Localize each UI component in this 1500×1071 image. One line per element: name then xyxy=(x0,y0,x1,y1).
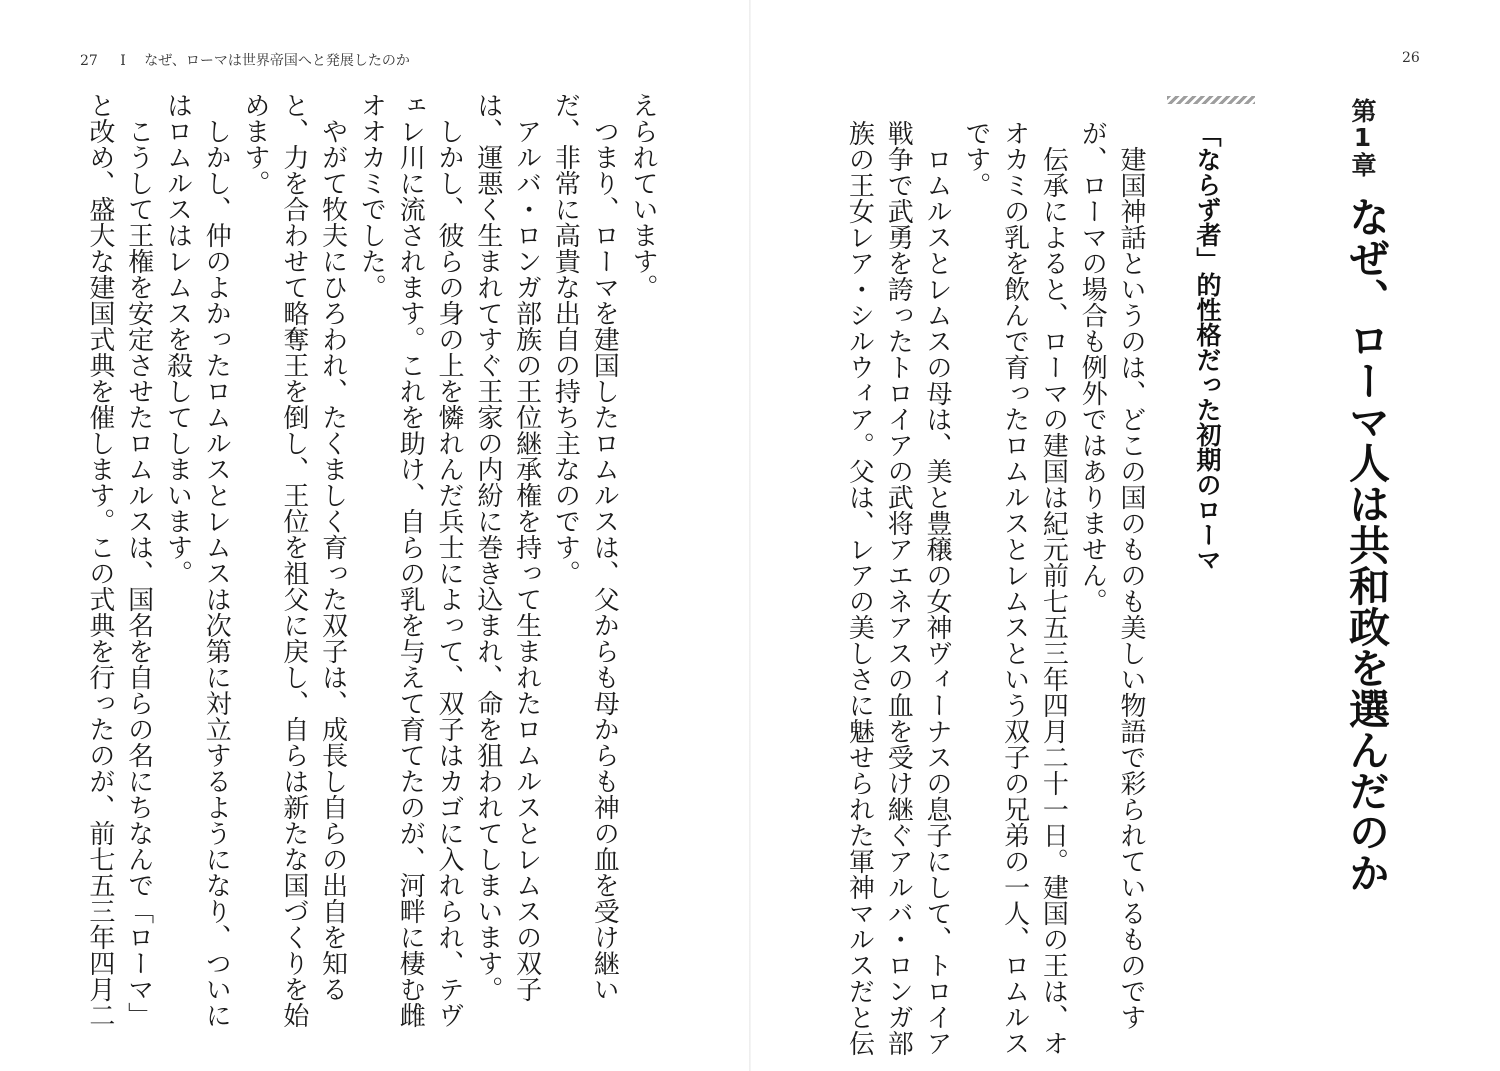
text-line: は、運悪く生まれてすぐ王家の内紛に巻き込まれ、命を狙われてしまいます。 xyxy=(472,92,503,1002)
running-title: なぜ、ローマは世界帝国へと発展したのか xyxy=(144,53,410,69)
text-line: しかし、仲のよかったロムルスとレムスは次第に対立するようになり、ついに xyxy=(201,92,232,1028)
text-line: と改め、盛大な建国式典を催します。この式典を行ったのが、前七五三年四月二 xyxy=(84,92,115,1028)
text-line: やがて牧夫にひろわれ、たくましく育った双子は、成長し自らの出自を知る xyxy=(317,92,348,1002)
gutter-divider xyxy=(749,0,751,1071)
part-number: I xyxy=(120,53,126,69)
text-line: オカミの乳を飲んで育ったロムルスとレムスという双子の兄弟の一人、ロムルス xyxy=(999,120,1030,1056)
text-line: こうして王権を安定させたロムルスは、国名を自らの名にちなんで「ローマ」 xyxy=(123,92,154,1028)
left-page-number: 27 xyxy=(80,53,98,69)
chapter-number: 第1章 xyxy=(1348,98,1377,177)
text-line: と、力を合わせて略奪王を倒し、王位を祖父に戻し、自らは新たな国づくりを始 xyxy=(278,92,309,1028)
text-line: はロムルスはレムスを殺してしまいます。 xyxy=(162,92,193,586)
right-page-body xyxy=(840,120,1150,1056)
section-decoration-bar xyxy=(1167,96,1255,104)
text-line: 族の王女レア・シルウィア。父は、レアの美しさに魅せられた軍神マルスだと伝 xyxy=(844,120,875,1056)
chapter-title: なぜ、ローマ人は共和政を選んだのか xyxy=(1342,196,1390,893)
left-page-body xyxy=(82,92,662,1028)
text-line: めます。 xyxy=(240,92,271,196)
text-line: アルバ・ロンガ部族の王位継承権を持って生まれたロムルスとレムスの双子 xyxy=(511,92,542,1002)
text-line: えられています。 xyxy=(628,92,658,300)
left-page-header xyxy=(80,50,410,70)
text-line: です。 xyxy=(960,120,991,198)
text-line: 伝承によると、ローマの建国は紀元前七五三年四月二十一日。建国の王は、オ xyxy=(1038,120,1069,1056)
text-line: つまり、ローマを建国したロムルスは、父からも母からも神の血を受け継い xyxy=(589,92,620,1002)
text-line: 戦争で武勇を誇ったトロイアの武将アエネアスの血を受け継ぐアルバ・ロンガ部 xyxy=(883,120,914,1056)
text-line: しかし、彼らの身の上を憐れんだ兵士によって、双子はカゴに入れられ、テヴ xyxy=(434,92,465,1028)
text-line: 建国神話というのは、どこの国のものも美しい物語で彩られているものです xyxy=(1116,120,1146,1030)
section-title: 「ならず者」的性格だった初期のローマ xyxy=(1193,122,1222,572)
text-line: ェレ川に流されます。これを助け、自らの乳を与えて育てたのが、河畔に棲む雌 xyxy=(395,92,426,1028)
text-line: ロムルスとレムスの母は、美と豊穣の女神ヴィーナスの息子にして、トロイア xyxy=(922,120,953,1056)
text-line: が、ローマの場合も例外ではありません。 xyxy=(1077,120,1108,614)
text-line: だ、非常に高貴な出自の持ち主なのです。 xyxy=(550,92,581,586)
text-line: オオカミでした。 xyxy=(356,92,387,300)
right-page-number: 26 xyxy=(1402,50,1420,66)
